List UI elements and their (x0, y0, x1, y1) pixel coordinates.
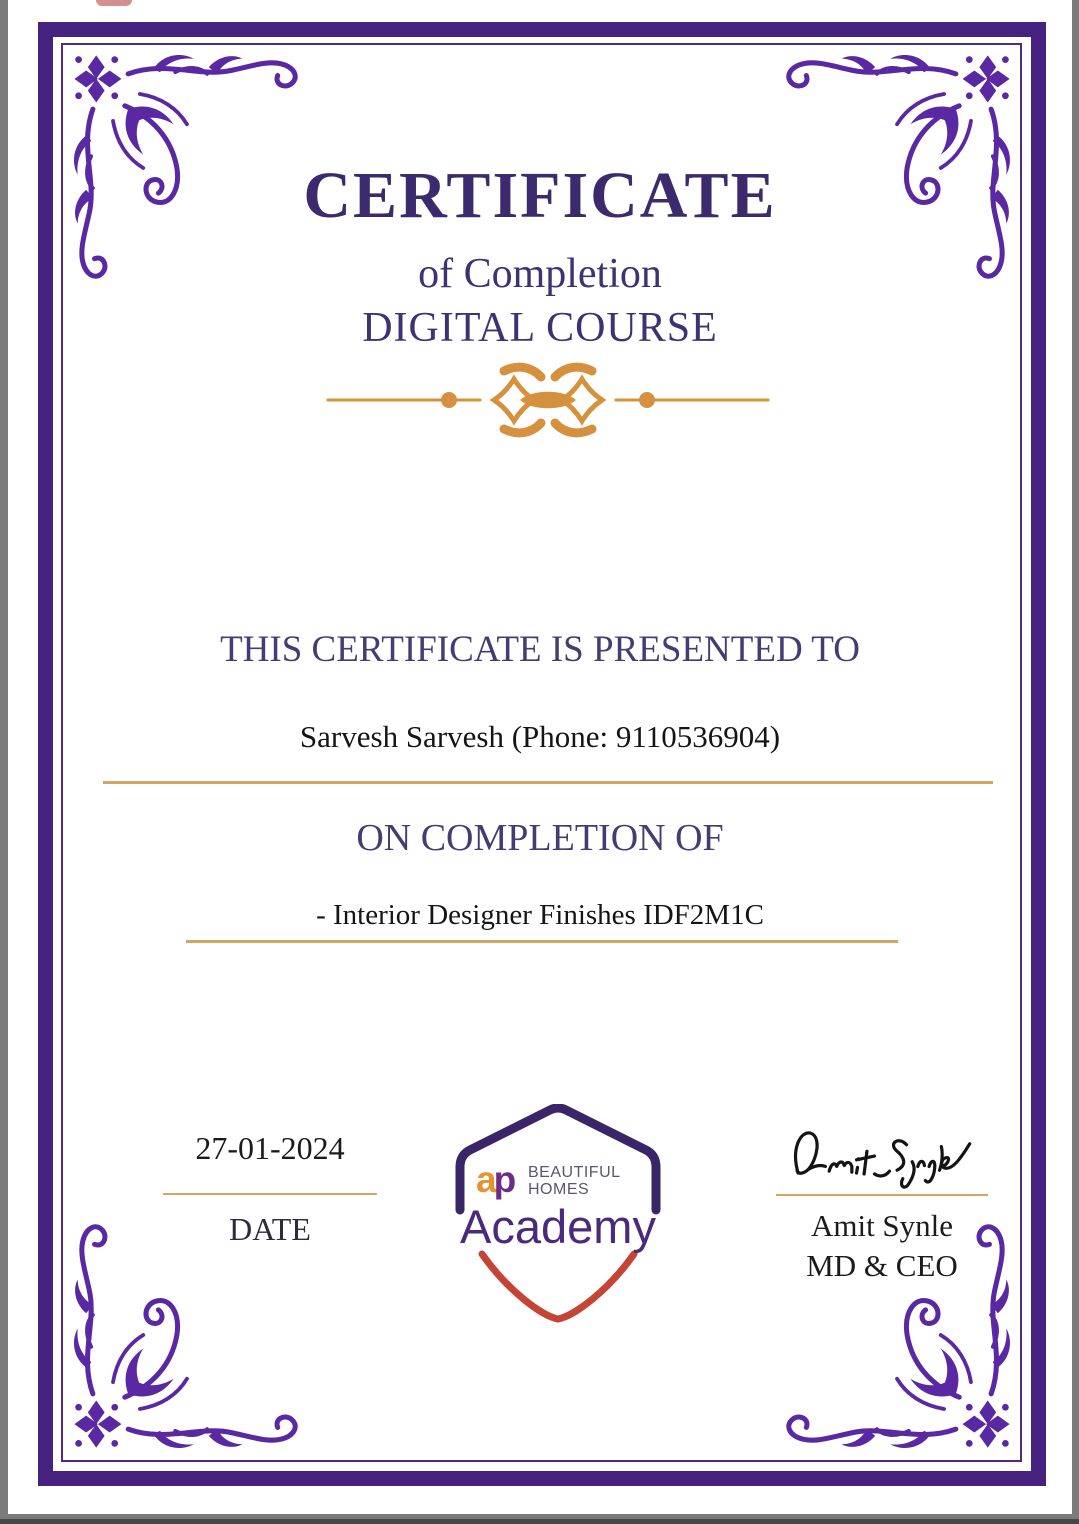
presented-to-label: THIS CERTIFICATE IS PRESENTED TO (220, 629, 860, 670)
recipient-name: Sarvesh Sarvesh (Phone: 9110536904) (299, 719, 781, 754)
course-type-heading: DIGITAL COURSE (362, 305, 718, 351)
course-underline (186, 940, 898, 943)
signatory-name: Amit Synle (810, 1208, 954, 1243)
on-completion-label: ON COMPLETION OF (356, 817, 724, 859)
beautiful-homes-wordmark (528, 1164, 621, 1198)
academy-logo (436, 1104, 680, 1352)
signatory-title: MD & CEO (806, 1248, 958, 1283)
photo-edge-artifact (96, 0, 132, 6)
recipient-underline (103, 781, 993, 784)
gold-divider-ornament-icon (308, 358, 788, 442)
brand-line2: HOMES (528, 1181, 590, 1198)
signature-block (770, 1124, 994, 1284)
course-name: - Interior Designer Finishes IDF2M1C (316, 899, 764, 931)
certificate-subtitle: of Completion (418, 251, 662, 297)
date-value: 27-01-2024 (195, 1130, 345, 1166)
date-underline (163, 1193, 377, 1195)
academy-wordmark: Academy (460, 1200, 656, 1253)
date-block (158, 1130, 382, 1248)
handwritten-signature-icon (777, 1124, 987, 1190)
brand-line1: BEAUTIFUL (528, 1164, 621, 1181)
signature-underline (776, 1194, 988, 1196)
date-label: DATE (229, 1211, 311, 1247)
certificate-page (8, 0, 1072, 1514)
asian-paints-monogram-icon: ap (476, 1159, 514, 1200)
certificate-title: CERTIFICATE (303, 159, 777, 232)
